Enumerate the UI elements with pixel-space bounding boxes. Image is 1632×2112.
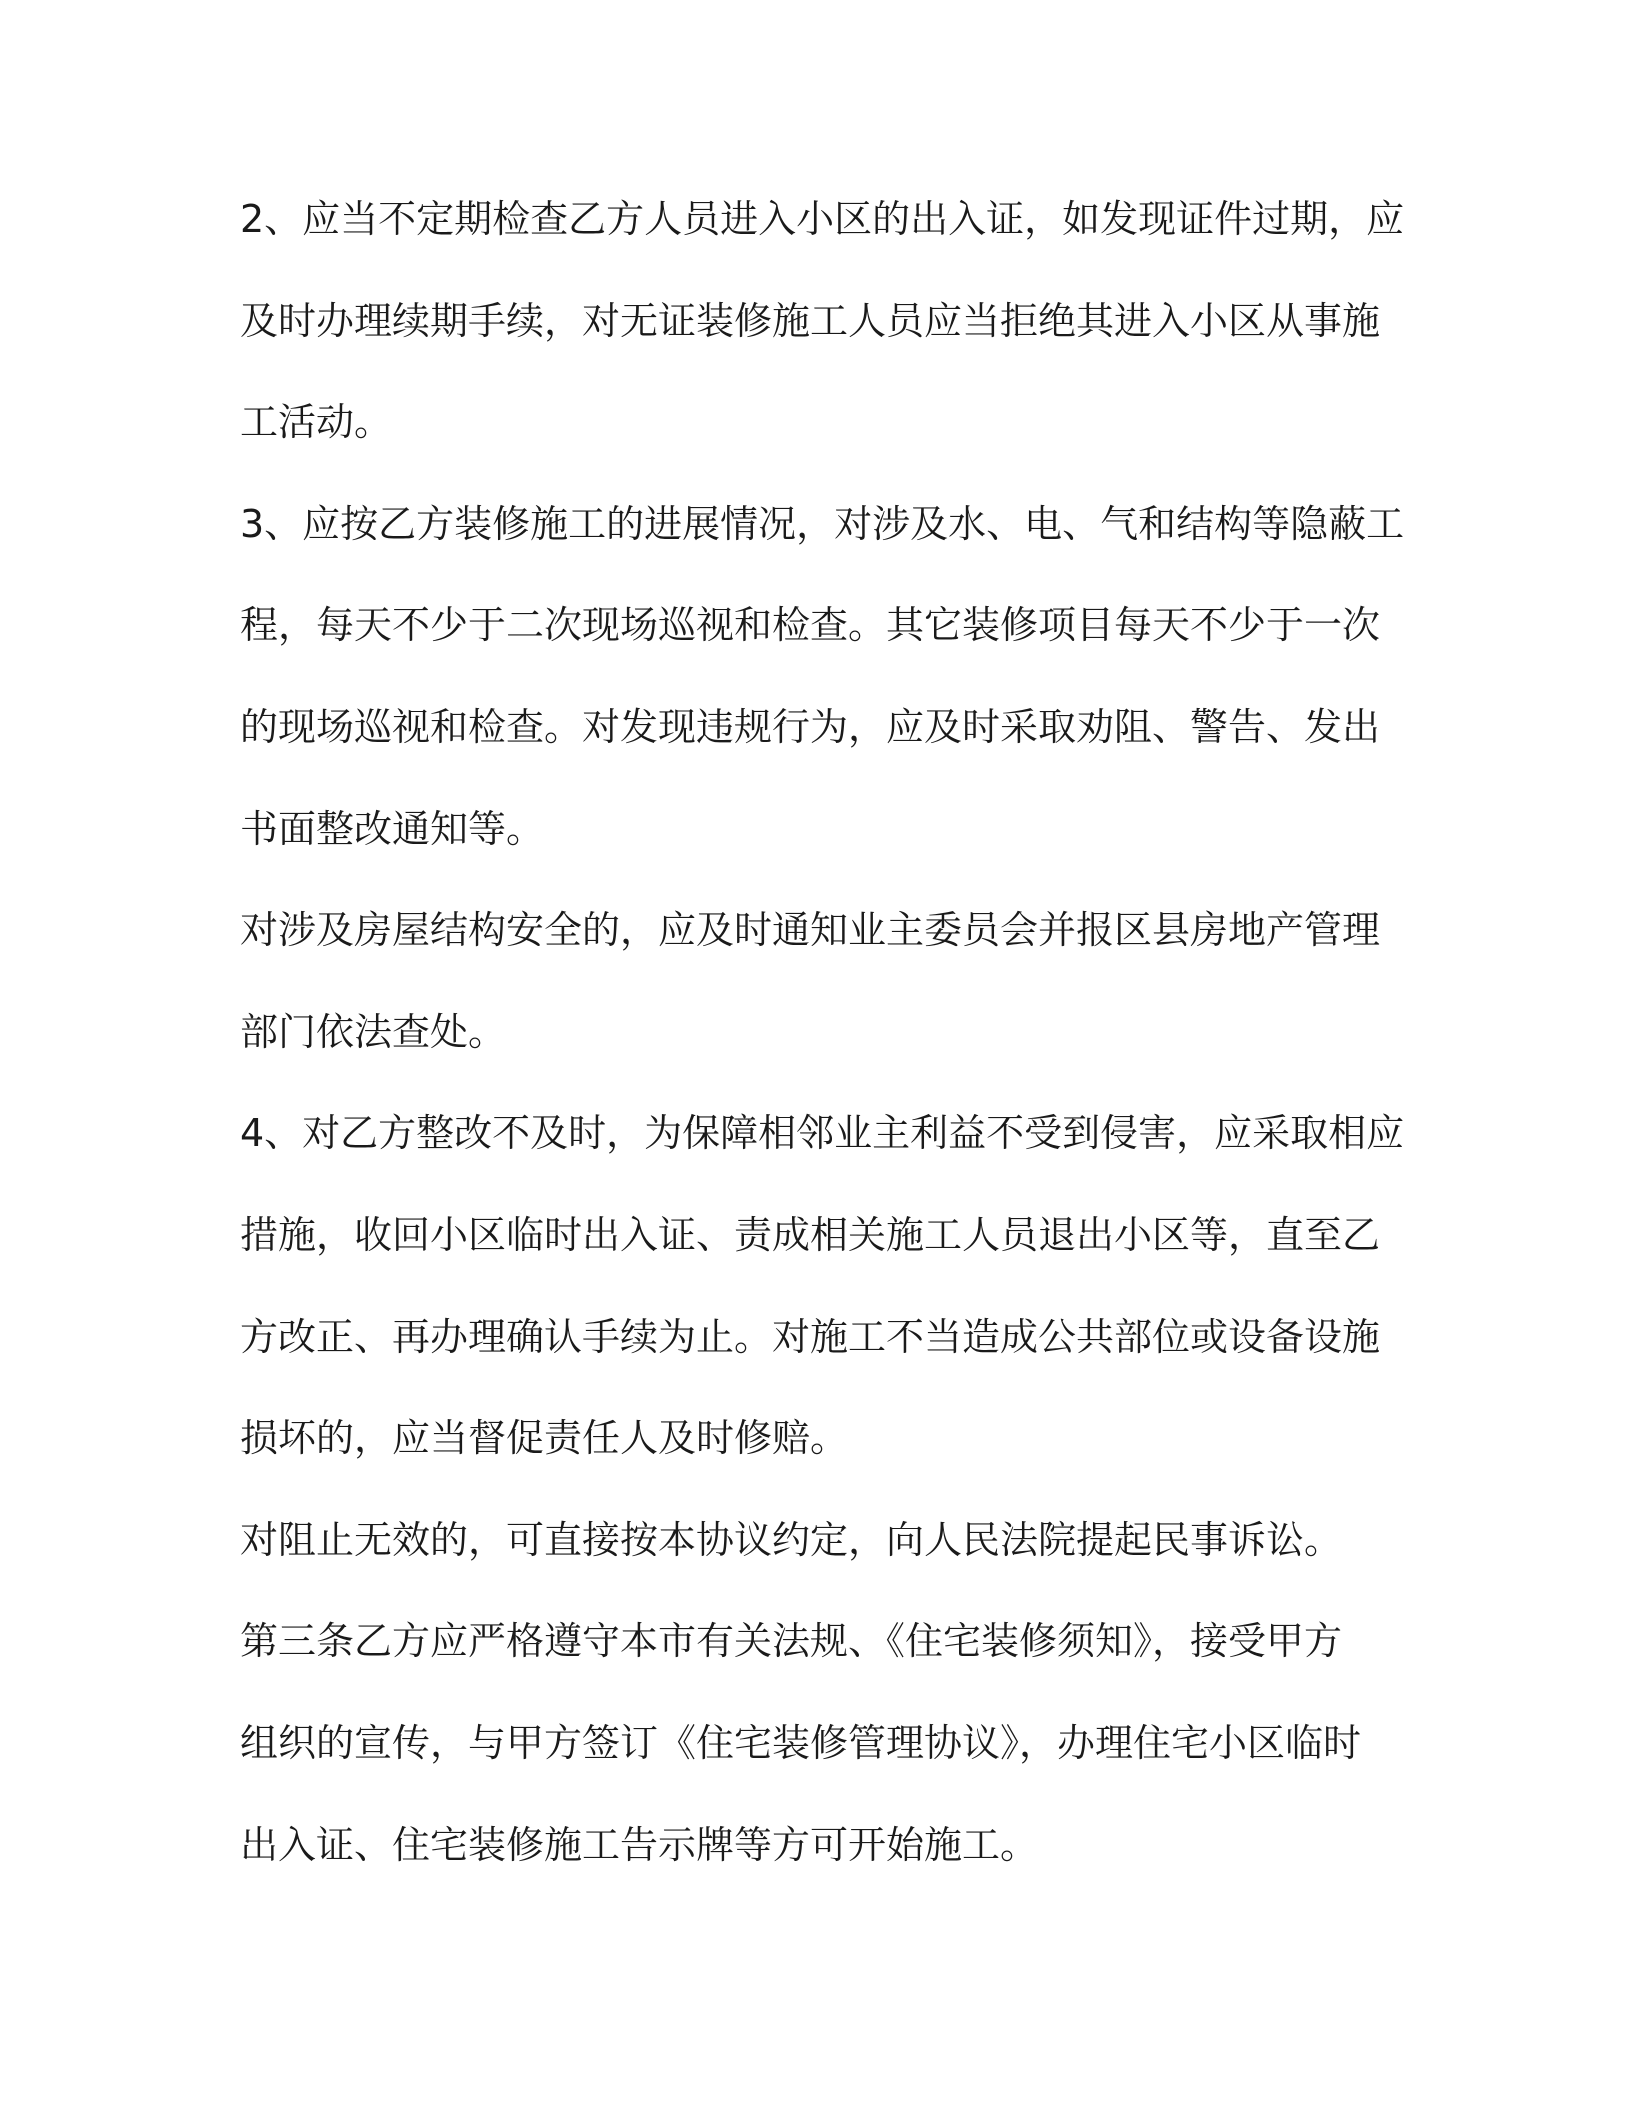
text-line-6: 的现场巡视和检查。对发现违规行为，应及时采取劝阻、警告、发出: [240, 704, 1381, 749]
text-line-8: 对涉及房屋结构安全的，应及时通知业主委员会并报区县房地产管理: [240, 908, 1381, 953]
text-line-5: 程，每天不少于二次现场巡视和检查。其它装修项目每天不少于一次: [240, 603, 1381, 648]
text-line-2: 及时办理续期手续，对无证装修施工人员应当拒绝其进入小区从事施: [240, 298, 1381, 343]
text-line-11: 措施，收回小区临时出入证、责成相关施工人员退出小区等，直至乙: [240, 1212, 1381, 1257]
text-line-13: 损坏的，应当督促责任人及时修赔。: [240, 1416, 849, 1461]
text-line-12: 方改正、再办理确认手续为止。对施工不当造成公共部位或设备设施: [240, 1314, 1381, 1359]
text-line-16: 组织的宣传，与甲方签订《住宅装修管理协议》，办理住宅小区临时: [240, 1720, 1362, 1765]
text-line-7: 书面整改通知等。: [240, 806, 545, 851]
text-line-1: 2、应当不定期检查乙方人员进入小区的出入证，如发现证件过期，应: [240, 197, 1405, 241]
body-text: [240, 185, 1405, 1912]
text-line-17: 出入证、住宅装修施工告示牌等方可开始施工。: [240, 1822, 1039, 1867]
text-line-10: 4、对乙方整改不及时，为保障相邻业主利益不受到侵害，应采取相应: [240, 1111, 1405, 1156]
text-line-14: 对阻止无效的，可直接按本协议约定，向人民法院提起民事诉讼。: [240, 1517, 1343, 1562]
text-line-9: 部门依法查处。: [240, 1009, 507, 1054]
text-line-15: 第三条乙方应严格遵守本市有关法规、《住宅装修须知》，接受甲方: [240, 1619, 1343, 1664]
text-line-4: 3、应按乙方装修施工的进展情况，对涉及水、电、气和结构等隐蔽工: [240, 501, 1405, 546]
text-line-3: 工活动。: [240, 400, 393, 445]
